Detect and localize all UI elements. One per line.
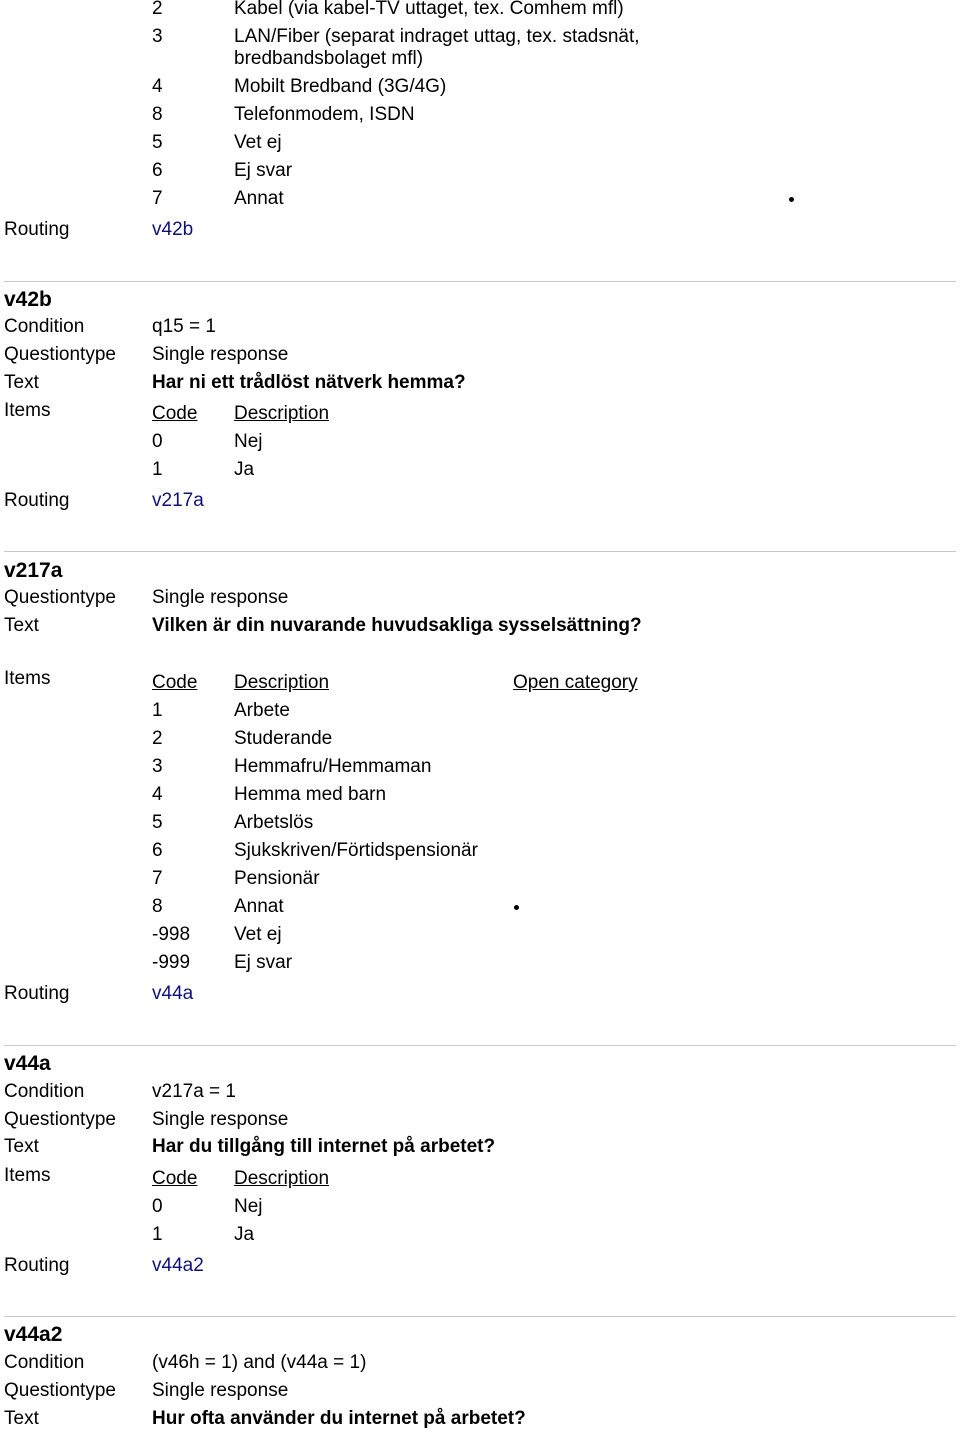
item-code: 4 [152, 76, 163, 97]
condition-value: (v46h = 1) and (v44a = 1) [152, 1352, 367, 1373]
item-code: 8 [152, 896, 163, 917]
text-label: Text [4, 1408, 39, 1429]
item-description: Mobilt Bredband (3G/4G) [234, 76, 447, 97]
item-description: Annat [234, 896, 284, 917]
variable-name: v44a [4, 1052, 51, 1075]
item-description-cont: bredbandsbolaget mfl) [234, 48, 424, 69]
description-column-header: Description [234, 1168, 330, 1189]
questiontype-label: Questiontype [4, 1109, 116, 1130]
item-code: 5 [152, 132, 163, 153]
questiontype-value: Single response [152, 587, 289, 608]
questiontype-value: Single response [152, 344, 289, 365]
item-code: 2 [152, 0, 163, 19]
items-label: Items [4, 1165, 51, 1186]
item-code: 8 [152, 104, 163, 125]
condition-value: v217a = 1 [152, 1081, 236, 1102]
questiontype-label: Questiontype [4, 1380, 116, 1401]
item-description: Ej svar [234, 952, 293, 973]
item-code: 0 [152, 1196, 163, 1217]
item-code: 1 [152, 1224, 163, 1245]
text-label: Text [4, 1136, 39, 1157]
variable-name: v217a [4, 559, 63, 582]
routing-link[interactable]: v217a [152, 490, 204, 511]
text-label: Text [4, 615, 39, 636]
item-description: Ej svar [234, 160, 293, 181]
item-description: Kabel (via kabel-TV uttaget, tex. Comhem mfl) [234, 0, 624, 19]
item-description: Hemmafru/Hemmaman [234, 756, 432, 777]
code-column-header: Code [152, 672, 198, 693]
item-description: Ja [234, 459, 255, 480]
item-code: 4 [152, 784, 163, 805]
section-divider [4, 1316, 956, 1317]
item-description: Arbete [234, 700, 290, 721]
item-code: -999 [152, 952, 191, 973]
description-column-header: Description [234, 672, 330, 693]
open-category-column-header: Open category [513, 672, 638, 693]
item-description: Annat [234, 188, 284, 209]
text-label: Text [4, 372, 39, 393]
item-code: 7 [152, 868, 163, 889]
section-divider [4, 1045, 956, 1046]
item-description: Vet ej [234, 924, 282, 945]
routing-label: Routing [4, 983, 70, 1004]
item-code: 1 [152, 700, 163, 721]
condition-label: Condition [4, 1081, 85, 1102]
items-label: Items [4, 400, 51, 421]
item-description: Pensionär [234, 868, 320, 889]
routing-link[interactable]: v42b [152, 219, 194, 240]
item-description: Studerande [234, 728, 333, 749]
item-description: Nej [234, 1196, 263, 1217]
routing-label: Routing [4, 1255, 70, 1276]
questiontype-value: Single response [152, 1380, 289, 1401]
condition-label: Condition [4, 316, 85, 337]
item-description: Ja [234, 1224, 255, 1245]
item-description: Telefonmodem, ISDN [234, 104, 415, 125]
questiontype-label: Questiontype [4, 344, 116, 365]
item-code: 3 [152, 26, 163, 47]
item-description: Nej [234, 431, 263, 452]
condition-value: q15 = 1 [152, 316, 216, 337]
section-divider [4, 281, 956, 282]
item-code: 6 [152, 840, 163, 861]
item-code: 7 [152, 188, 163, 209]
question-text: Har ni ett trådlöst nätverk hemma? [152, 372, 466, 393]
question-text: Hur ofta använder du internet på arbetet? [152, 1408, 526, 1429]
item-description: Hemma med barn [234, 784, 387, 805]
routing-label: Routing [4, 490, 70, 511]
item-code: 0 [152, 431, 163, 452]
code-column-header: Code [152, 403, 198, 424]
item-code: 2 [152, 728, 163, 749]
item-description: Vet ej [234, 132, 282, 153]
questiontype-value: Single response [152, 1109, 289, 1130]
question-text: Vilken är din nuvarande huvudsakliga sysselsättning? [152, 615, 642, 636]
item-code: 5 [152, 812, 163, 833]
item-description: Sjukskriven/Förtidspensionär [234, 840, 478, 861]
routing-label: Routing [4, 219, 70, 240]
item-code: -998 [152, 924, 191, 945]
condition-label: Condition [4, 1352, 85, 1373]
description-column-header: Description [234, 403, 330, 424]
section-divider [4, 551, 956, 552]
questiontype-label: Questiontype [4, 587, 116, 608]
code-column-header: Code [152, 1168, 198, 1189]
item-code: 1 [152, 459, 163, 480]
items-label: Items [4, 668, 51, 689]
item-description: Arbetslös [234, 812, 314, 833]
routing-link[interactable]: v44a [152, 983, 194, 1004]
variable-name: v42b [4, 288, 52, 311]
question-text: Har du tillgång till internet på arbetet? [152, 1136, 496, 1157]
open-category-bullet-icon [789, 197, 794, 202]
variable-name: v44a2 [4, 1323, 63, 1346]
item-code: 3 [152, 756, 163, 777]
item-description: LAN/Fiber (separat indraget uttag, tex. stadsnät, [234, 26, 640, 47]
routing-link[interactable]: v44a2 [152, 1255, 204, 1276]
item-code: 6 [152, 160, 163, 181]
open-category-bullet-icon [514, 905, 519, 910]
